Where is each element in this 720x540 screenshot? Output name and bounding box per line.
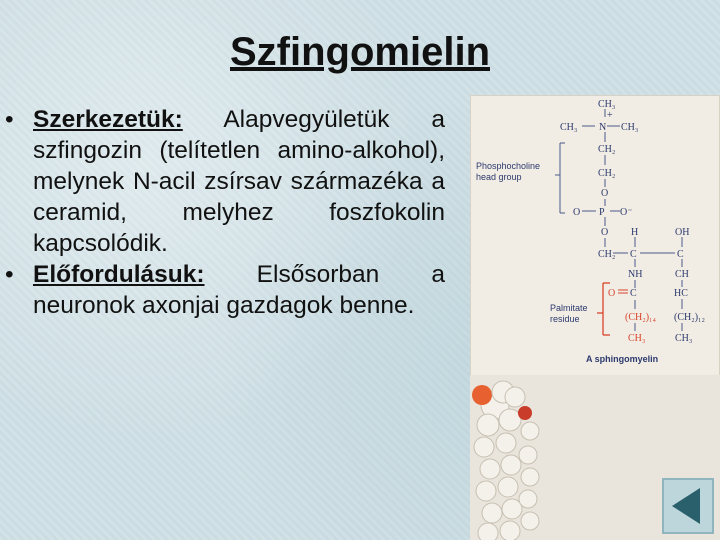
atom-o-red: O: [608, 288, 616, 299]
bullet-list: [5, 104, 445, 321]
atom-o-left: O: [573, 207, 581, 218]
bullet-dot: •: [5, 261, 14, 288]
next-slide-button[interactable]: [662, 478, 714, 534]
atom-ch2-c: CH₂: [598, 249, 616, 260]
atom-nh: NH: [628, 269, 643, 280]
atom-oh: OH: [675, 227, 690, 238]
atom-o-b: O: [601, 227, 609, 238]
atom-o-a: O: [601, 188, 609, 199]
atom-ch2-a: CH₂: [598, 144, 616, 155]
label-phosphocholine-2: head group: [476, 172, 522, 182]
atom-plus: +: [607, 110, 613, 121]
structure-diagram: [470, 95, 720, 540]
atom-ch2-b: CH₂: [598, 168, 616, 179]
label-palmitate-1: Palmitate: [550, 303, 588, 313]
atom-n: N: [599, 122, 607, 133]
atom-ch3-left: CH₃: [560, 122, 578, 133]
label-palmitate-2: residue: [550, 314, 580, 324]
atom-ch3-top: CH₃: [598, 99, 616, 110]
atom-ch: CH: [675, 269, 689, 280]
sphingomyelin-figure: [470, 95, 720, 540]
atom-hc: HC: [674, 288, 688, 299]
label-phosphocholine-1: Phosphocholine: [476, 161, 541, 171]
atom-p: P: [599, 207, 605, 218]
bullet-heading: Szerkezetük:: [33, 106, 183, 133]
bullet-dot: •: [5, 106, 14, 133]
atom-chain-right: (CH₂)₁₂: [674, 312, 706, 323]
bullet-text: Alapvegyületük a szfingozin (telítetlen amino-alkohol), melynek N-acil zsírsav származéka a ceramid, melyhez foszfokolin kapcsolódik.: [33, 106, 445, 257]
atom-c-mid: C: [630, 249, 637, 260]
figure-caption: A sphingomyelin: [586, 354, 659, 364]
bullet-text: Elsősorban a neuronok axonjai gazdagok benne.: [33, 261, 445, 319]
atom-ch3-bottom-left: CH₃: [628, 333, 646, 344]
bullet-heading: Előfordulásuk:: [33, 261, 205, 288]
atom-ch3-right: CH₃: [621, 122, 639, 133]
atom-c-carbonyl: C: [630, 288, 637, 299]
bullet-item-structure: [5, 104, 445, 259]
bullet-item-occurrence: [5, 259, 445, 321]
atom-h-top: H: [631, 227, 639, 238]
atom-o-minus: O⁻: [620, 207, 633, 218]
triangle-left-icon: [664, 480, 712, 532]
atom-ch3-bottom-right: CH₃: [675, 333, 693, 344]
atom-c-right: C: [677, 249, 684, 260]
slide-title: Szfingomielin: [230, 30, 490, 74]
atom-chain-left: (CH₂)₁₄: [625, 312, 657, 323]
